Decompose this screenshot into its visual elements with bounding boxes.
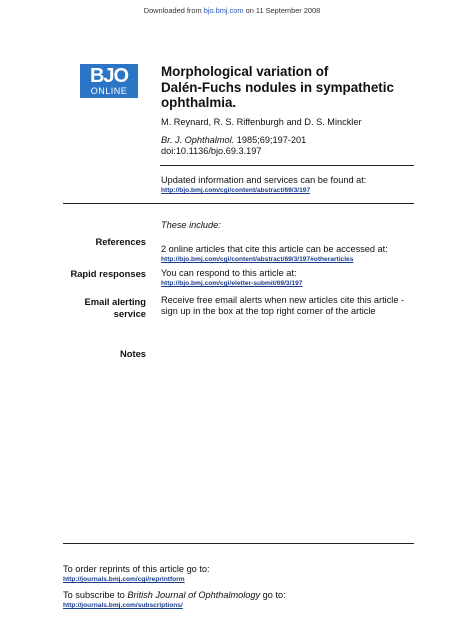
title-line-1: Morphological variation of [161,64,329,79]
notes-label: Notes [119,348,146,359]
citation-detail: 1985;69;197-201 [234,135,307,145]
subscribe-journal: British Journal of Ophthalmology [127,590,261,600]
article-authors: M. Reynard, R. S. Riffenburgh and D. S. Minckler [161,117,362,127]
email-alerting-label [85,296,146,319]
subscribe-suffix: go to: [260,590,286,600]
updated-info-link[interactable]: http://bjo.bmj.com/cgi/content/abstract/69/3/197 [161,187,311,194]
email-label-line-2: service [113,307,146,319]
subscribe-text [63,590,286,601]
divider-footer [63,543,414,544]
divider-main [63,203,414,204]
reprints-text: To order reprints of this article go to: [63,564,210,574]
rapid-responses-label: Rapid responses [70,268,146,279]
subscribe-prefix: To subscribe to [63,590,128,600]
journal-name: Br. J. Ophthalmol. [161,135,235,145]
bjo-online-logo[interactable] [80,64,138,98]
rapid-responses-text: You can respond to this article at: [161,268,297,278]
logo-main-text: BJO [89,65,129,87]
download-notice [0,6,464,15]
includes-label: These include: [161,220,221,230]
download-prefix: Downloaded from [143,6,204,15]
article-citation [161,135,306,146]
logo-sub-text: ONLINE [90,86,128,96]
article-title [161,64,421,111]
subscribe-link[interactable]: http://journals.bmj.com/subscriptions/ [63,602,183,609]
title-line-3: ophthalmia. [161,95,237,110]
references-link[interactable]: http://bjo.bmj.com/cgi/content/abstract/69/3/197#otherarticles [161,256,354,263]
email-text-line-2: sign up in the box at the top right corner of the article [161,306,376,316]
title-line-2: Dalén-Fuchs nodules in sympathetic [161,79,394,95]
divider-top [160,165,414,166]
references-text: 2 online articles that cite this article can be accessed at: [161,244,388,254]
article-doi: doi:10.1136/bjo.69.3.197 [161,146,262,156]
updated-info-text: Updated information and services can be found at: [161,175,367,185]
reprints-link[interactable]: http://journals.bmj.com/cgi/reprintform [63,576,185,583]
email-text-line-1: Receive free email alerts when new articles cite this article - [161,295,405,305]
email-alerting-text [161,295,404,317]
email-label-line-1: Email alerting [84,296,146,307]
references-label: References [95,236,146,247]
download-suffix: on 11 September 2008 [243,6,321,15]
rapid-responses-link[interactable]: http://bjo.bmj.com/cgi/eletter-submit/69/3/197 [161,280,303,287]
download-site-link[interactable]: bjo.bmj.com [203,6,244,15]
